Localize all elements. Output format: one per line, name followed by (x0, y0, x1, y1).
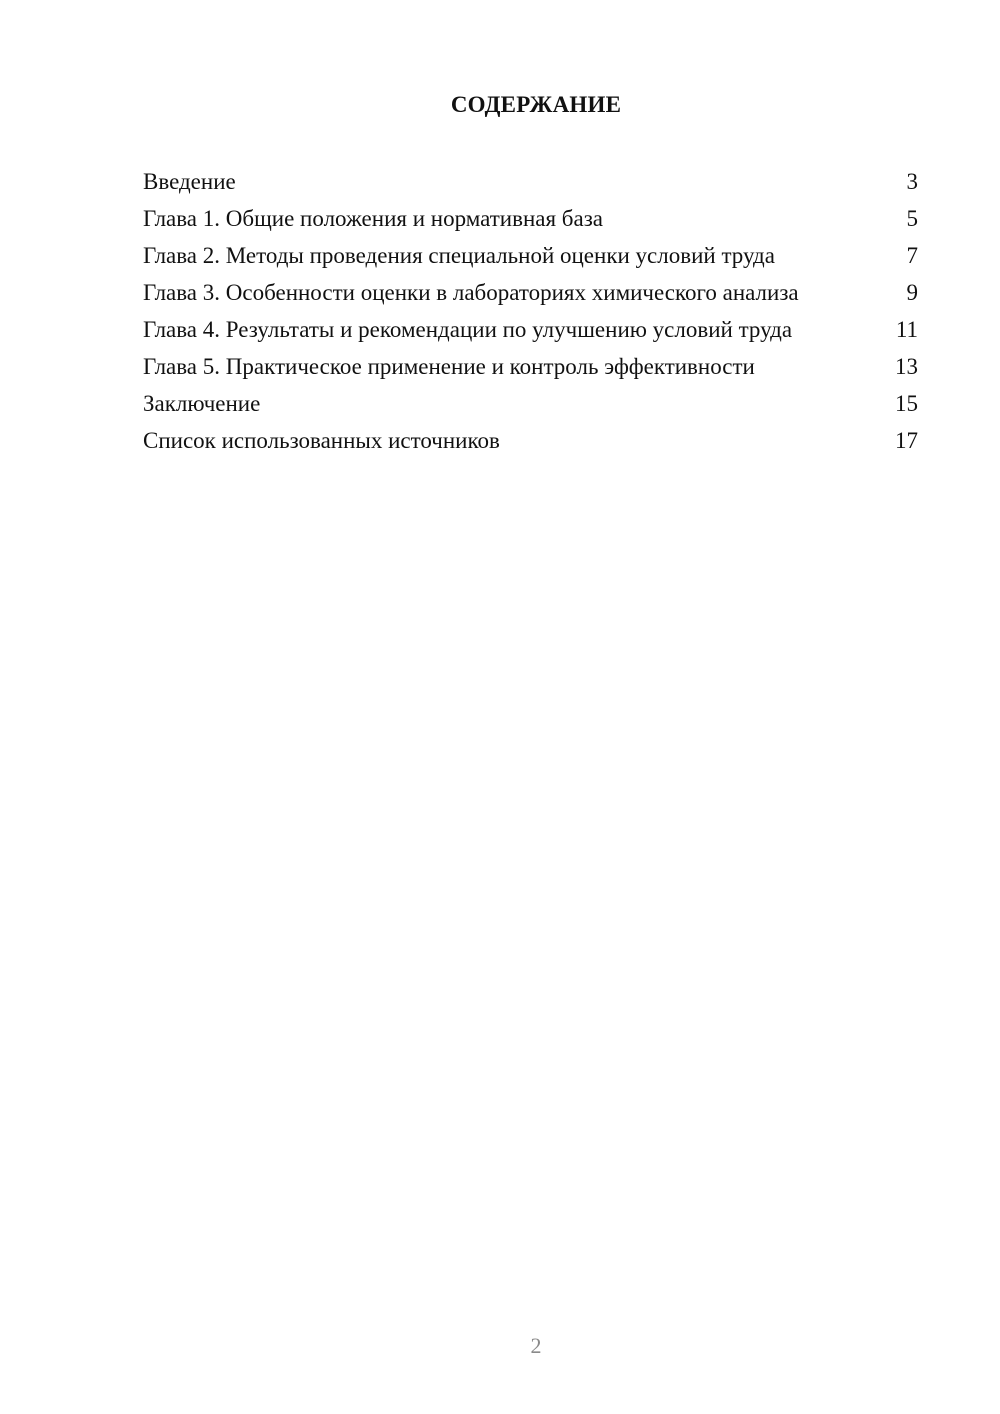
toc-entry-page: 17 (895, 428, 918, 453)
toc-entry-page: 3 (906, 169, 918, 194)
toc-entry-chapter-5 (143, 353, 918, 380)
toc-entry-conclusion (143, 390, 918, 417)
toc-entry-chapter-1 (143, 205, 918, 232)
table-of-contents (143, 168, 918, 464)
toc-entry-chapter-3 (143, 279, 918, 306)
toc-entry-text: Заключение (143, 391, 261, 416)
toc-entry-page: 5 (906, 206, 918, 231)
toc-entry-chapter-2 (143, 242, 918, 269)
toc-entry-page: 9 (906, 280, 918, 305)
toc-entry-text: Глава 3. Особенности оценки в лабораториях химического анализа (143, 280, 799, 305)
toc-entry-text: Глава 1. Общие положения и нормативная база (143, 206, 604, 231)
toc-entry-text: Глава 2. Методы проведения специальной оценки условий труда (143, 243, 775, 268)
page-number: 2 (530, 1333, 542, 1358)
toc-title: СОДЕРЖАНИЕ (450, 92, 622, 117)
toc-entry-text: Введение (143, 169, 236, 194)
toc-entry-chapter-4 (143, 316, 918, 343)
toc-entry-references (143, 427, 918, 454)
toc-entry-text: Глава 5. Практическое применение и контроль эффективности (143, 354, 755, 379)
toc-entry-page: 7 (906, 243, 918, 268)
toc-entry-introduction (143, 168, 918, 195)
toc-entry-page: 11 (895, 317, 918, 342)
toc-entry-text: Глава 4. Результаты и рекомендации по улучшению условий труда (143, 317, 793, 342)
toc-entry-page: 13 (895, 354, 918, 379)
toc-entry-text: Список использованных источников (143, 428, 500, 453)
toc-entry-page: 15 (895, 391, 918, 416)
